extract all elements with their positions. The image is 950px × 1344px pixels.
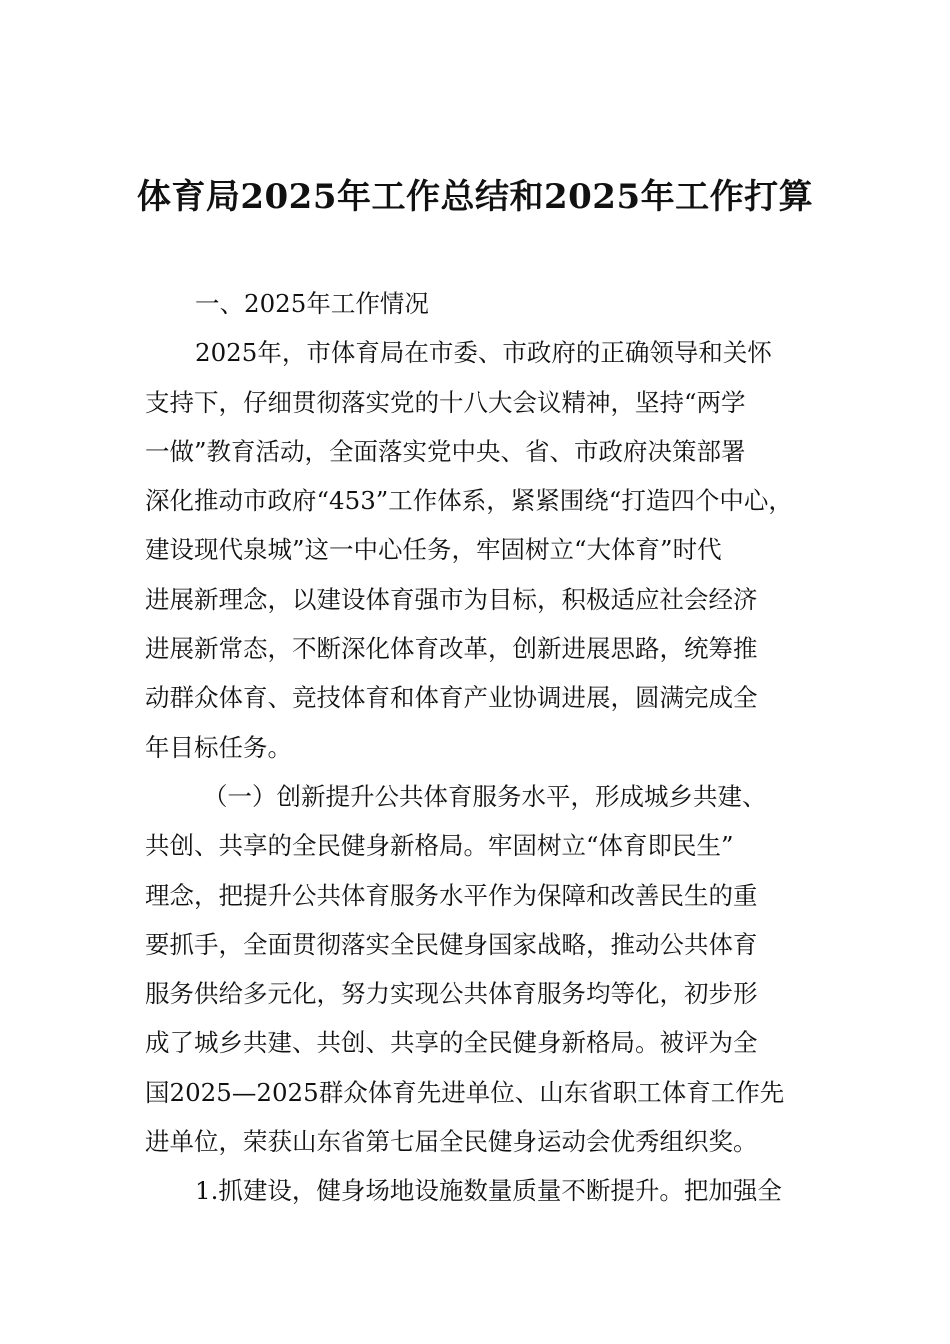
paragraph-line: 服务供给多元化，努力实现公共体育服务均等化，初步形: [145, 979, 758, 1009]
paragraph-line: 要抓手，全面贯彻落实全民健身国家战略，推动公共体育: [145, 929, 758, 959]
paragraph-line: 支持下，仔细贯彻落实党的十八大会议精神，坚持“两学: [145, 387, 746, 417]
paragraph-line: 进展新理念，以建设体育强市为目标，积极适应社会经济: [145, 584, 758, 614]
paragraph-line: 年目标任务。: [145, 732, 292, 762]
paragraph-line: 一做”教育活动，全面落实党中央、省、市政府决策部署: [145, 436, 746, 466]
paragraph-line: 建设现代泉城”这一中心任务，牢固树立“大体育”时代: [145, 535, 722, 565]
paragraph-line: 成了城乡共建、共创、共享的全民健身新格局。被评为全: [145, 1028, 758, 1058]
paragraph-line: 2025年，市体育局在市委、市政府的正确领导和关怀: [195, 338, 772, 368]
subsection-line: （一）创新提升公共体育服务水平，形成城乡共建、: [203, 781, 767, 811]
paragraph-line: 共创、共享的全民健身新格局。牢固树立“体育即民生”: [145, 831, 734, 861]
paragraph-line: 进展新常态，不断深化体育改革，创新进展思路，统筹推: [145, 634, 758, 664]
list-item-line: 1.抓建设，健身场地设施数量质量不断提升。把加强全: [195, 1176, 782, 1206]
section-heading: 一、2025年工作情况: [195, 289, 429, 318]
paragraph-line: 国2025—2025群众体育先进单位、山东省职工体育工作先: [145, 1077, 785, 1107]
document-body: [145, 279, 825, 1216]
document-title: 体育局2025年工作总结和2025年工作打算: [136, 177, 814, 217]
paragraph-line: 理念，把提升公共体育服务水平作为保障和改善民生的重: [145, 880, 758, 910]
paragraph-line: 进单位，荣获山东省第七届全民健身运动会优秀组织奖。: [145, 1127, 758, 1157]
paragraph-line: 深化推动市政府“453”工作体系，紧紧围绕“打造四个中心，: [145, 486, 793, 516]
paragraph-line: 动群众体育、竞技体育和体育产业协调进展，圆满完成全: [145, 683, 758, 713]
